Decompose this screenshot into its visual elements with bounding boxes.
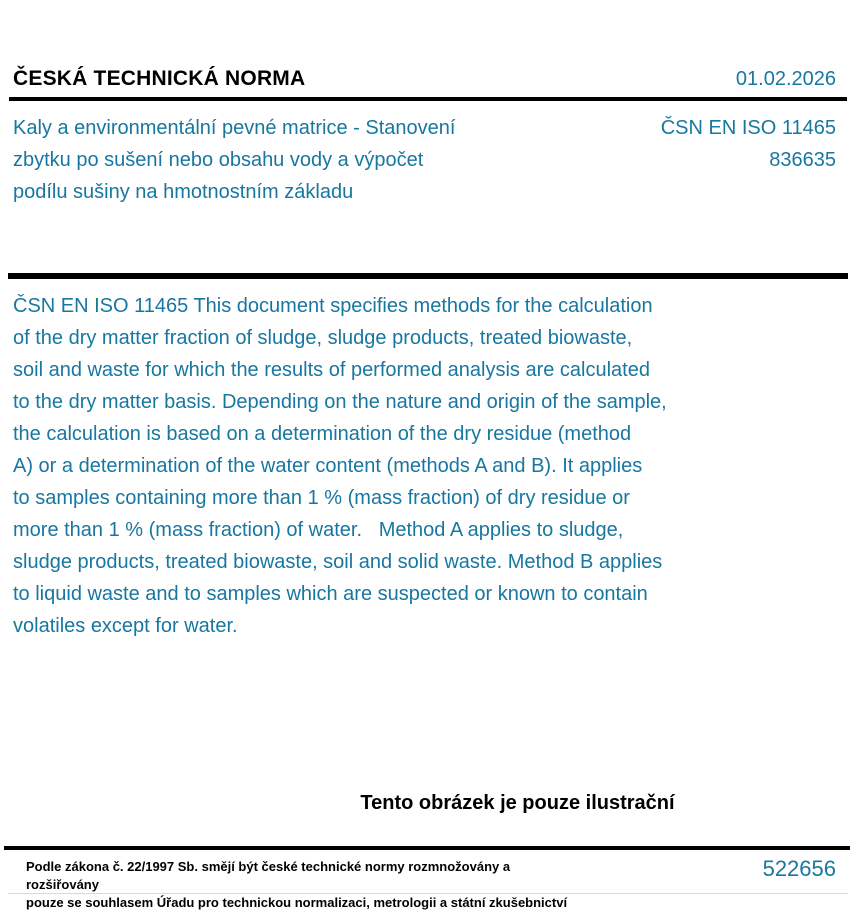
illustrative-note: Tento obrázek je pouze ilustrační bbox=[360, 792, 675, 814]
legal-notice-line: pouze se souhlasem Úřadu pro technickou normalizaci, metrologii a státní zkušebnictví bbox=[26, 895, 568, 910]
subject-block bbox=[13, 112, 836, 208]
abstract-line: to samples containing more than 1 % (mass fraction) of dry residue or bbox=[13, 487, 630, 509]
footer bbox=[26, 858, 836, 912]
effective-date: 01.02.2026 bbox=[735, 68, 836, 90]
standard-title-line: podílu sušiny na hmotnostním základu bbox=[13, 181, 354, 203]
standard-title-line: Kaly a environmentální pevné matrice - Stanovení bbox=[13, 117, 456, 139]
footer-divider bbox=[4, 846, 850, 850]
order-number: 522656 bbox=[762, 856, 836, 881]
abstract-line: A) or a determination of the water content (methods A and B). It applies bbox=[13, 455, 643, 477]
abstract-line: ČSN EN ISO 11465 This document specifies methods for the calculation bbox=[13, 295, 653, 317]
abstract-line: to the dry matter basis. Depending on the nature and origin of the sample, bbox=[13, 391, 667, 413]
abstract-line: to liquid waste and to samples which are suspected or known to contain bbox=[13, 583, 648, 605]
abstract-line: of the dry matter fraction of sludge, sludge products, treated biowaste, bbox=[13, 327, 633, 349]
abstract-line: volatiles except for water. bbox=[13, 615, 238, 637]
standard-codes bbox=[661, 112, 836, 176]
section-divider bbox=[8, 273, 848, 279]
standard-title bbox=[13, 112, 455, 208]
header bbox=[13, 67, 836, 91]
header-divider bbox=[9, 97, 847, 101]
standard-code: ČSN EN ISO 11465 bbox=[660, 117, 836, 139]
standard-title-line: zbytku po sušení nebo obsahu vody a výpočet bbox=[13, 149, 424, 171]
abstract-line: more than 1 % (mass fraction) of water. Method A applies to sludge, bbox=[13, 519, 624, 541]
class-code: 836635 bbox=[769, 149, 836, 171]
legal-notice bbox=[26, 858, 586, 912]
abstract-line: soil and waste for which the results of performed analysis are calculated bbox=[13, 359, 650, 381]
abstract-line: sludge products, treated biowaste, soil and solid waste. Method B applies bbox=[13, 551, 663, 573]
abstract-text bbox=[13, 290, 773, 642]
legal-notice-line: Podle zákona č. 22/1997 Sb. smějí být české technické normy rozmnožovány a rozšiřovány bbox=[26, 859, 511, 892]
page-bottom-edge bbox=[8, 893, 848, 894]
page-title: ČESKÁ TECHNICKÁ NORMA bbox=[13, 67, 306, 90]
abstract-line: the calculation is based on a determination of the dry residue (method bbox=[13, 423, 632, 445]
